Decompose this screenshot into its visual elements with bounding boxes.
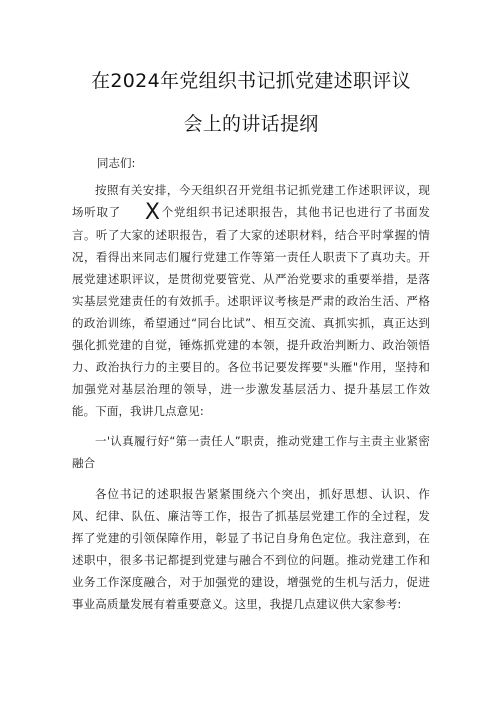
document-title-line-2: 会上的讲话提纲: [183, 112, 319, 135]
document-title-line-1: 在2024年党组织书记抓党建述职评议: [91, 70, 411, 92]
placeholder-x: X: [144, 199, 161, 225]
section-heading-1: 一'认真履行好“第一责任人”职责，推动党建工作与主责主业紧密融合: [72, 434, 430, 471]
paragraph-intro-text-start: 按照有关安排，今天组织召开党组书记抓党建工作述职评议，现场听取了: [72, 182, 430, 219]
paragraph-section-1: 各位书记的述职报告紧紧围绕六个突出，抓好思想、认识、作风、纪律、队伍、廉洁等工作，报告了抓基层党建工作的全过程，发挥了党建的引领保障作用，彰显了书记自身角色定位。我注意到，在述职中，很多书记都提到党建与融合不到位的问题。推动党建工作和业务工作深度融合，对于加强党的建设，增强党的生机与活力，促进事业高质量发展有着重要意义。这里，我提几点建议供大家参考:: [72, 486, 430, 611]
salutation: 同志们:: [97, 155, 136, 170]
paragraph-intro-text-rest: 个党组织书记述职报告，其他书记也进行了书面发言。听了大家的述职报告，看了大家的述职材料，结合平时掌握的情况，看得出来同志们履行党建工作等第一责任人职责下了真功夫。开展党建述职评议，是贯彻党要管党、从严治党要求的重要举措，是落实基层党建责任的有效抓手。述职评议考核是严肃的政治生活、严格的政治训练，希望通过“同台比试”、相互交流、真抓实抓，真正达到强化抓党建的自觉，锤炼抓党建的本领，提升政治判断力、政治领悟力、政治执行力的主要目的。各位书记要发挥要"头雁"作用，坚持和加强党对基层治理的领导，进一步激发基层活力、提升基层工作效能。下面，我讲几点意见:: [72, 204, 430, 419]
document-body: [72, 154, 430, 615]
paragraph-intro: [72, 179, 430, 423]
